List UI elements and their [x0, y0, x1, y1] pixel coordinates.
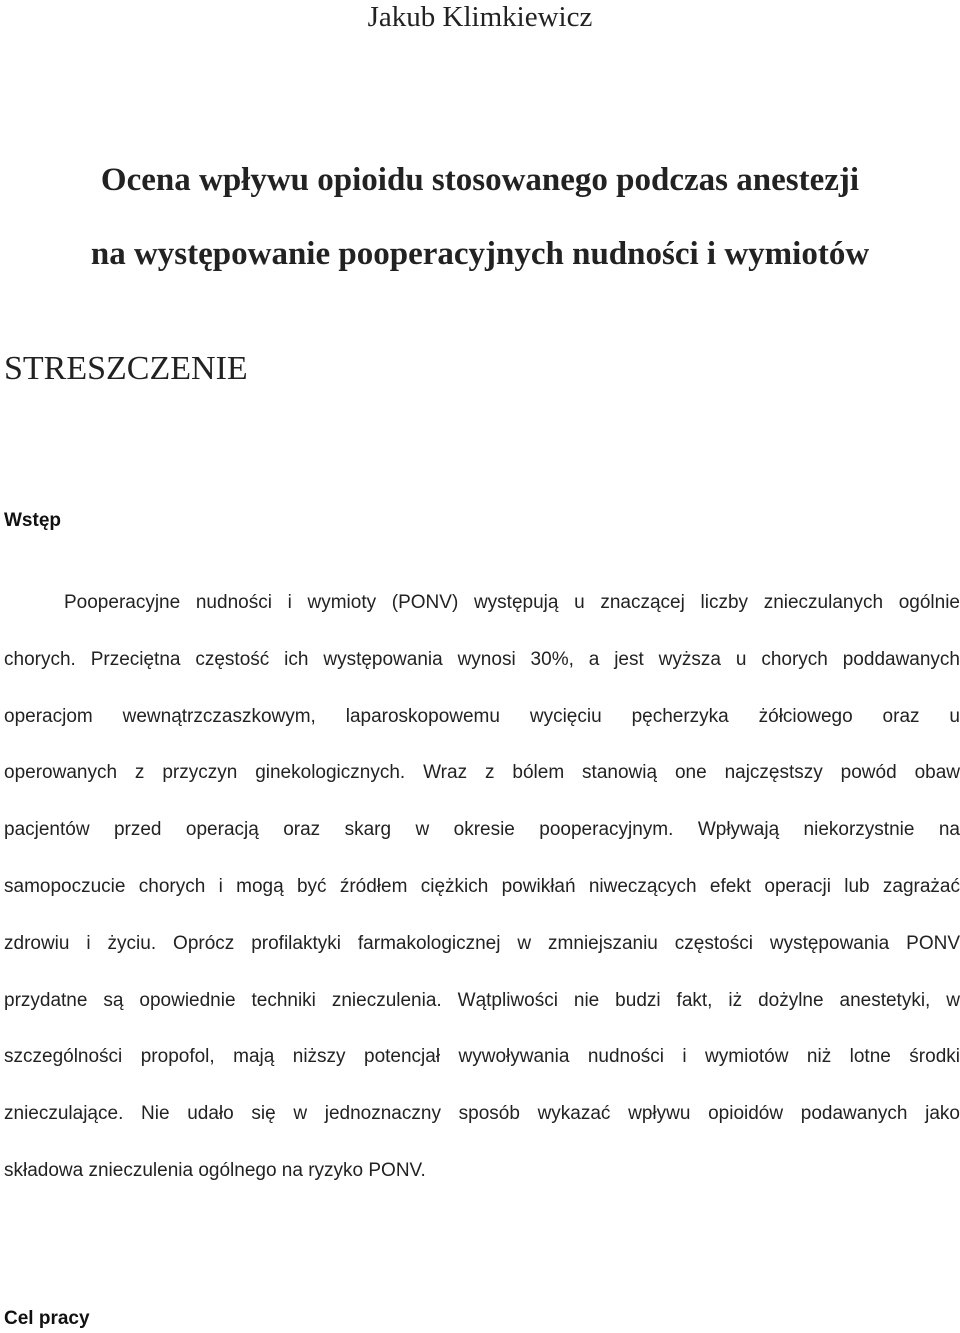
abstract-heading: STRESZCZENIE: [4, 350, 248, 387]
intro-paragraph-line: samopoczucie chorych i mogą być źródłem ciężkich powikłań niweczących efekt operacji lub zagrażać: [4, 875, 960, 897]
intro-paragraph-line: składowa znieczulenia ogólnego na ryzyko PONV.: [4, 1159, 426, 1181]
author-name: Jakub Klimkiewicz: [367, 1, 593, 33]
document-title-line-2: na występowanie pooperacyjnych nudności i wymiotów: [90, 236, 870, 272]
intro-paragraph-line: znieczulające. Nie udało się w jednoznaczny sposób wykazać wpływu opioidów podawanych jako: [4, 1103, 960, 1125]
intro-paragraph-line: pacjentów przed operacją oraz skarg w okresie pooperacyjnym. Wpływają niekorzystnie na: [4, 819, 960, 841]
intro-paragraph-line: operowanych z przyczyn ginekologicznych. Wraz z bólem stanowią one najczęstszy powód obaw: [4, 762, 960, 784]
section-heading-intro: Wstęp: [4, 510, 61, 531]
intro-paragraph-line: przydatne są opowiednie techniki znieczulenia. Wątpliwości nie budzi fakt, iż dożylne anestetyki, w: [4, 989, 960, 1011]
intro-paragraph-line: Pooperacyjne nudności i wymioty (PONV) występują u znaczącej liczby znieczulanych ogólnie: [64, 592, 960, 613]
intro-paragraph: [4, 575, 960, 1200]
document-title: [0, 143, 960, 291]
section-heading-aim: Cel pracy: [4, 1308, 90, 1329]
intro-paragraph-line: szczególności propofol, mają niższy potencjał wywoływania nudności i wymiotów niż lotne środki: [4, 1046, 960, 1068]
intro-paragraph-line: operacjom wewnątrzczaszkowym, laparoskopowemu wycięciu pęcherzyka żółciowego oraz u: [4, 705, 960, 727]
intro-paragraph-line: chorych. Przeciętna częstość ich występowania wynosi 30%, a jest wyższa u chorych poddawanych: [4, 648, 960, 670]
intro-paragraph-line: zdrowiu i życiu. Oprócz profilaktyki farmakologicznej w zmniejszaniu częstości występowania PONV: [4, 932, 960, 954]
document-title-line-1: Ocena wpływu opioidu stosowanego podczas anestezji: [100, 162, 860, 198]
